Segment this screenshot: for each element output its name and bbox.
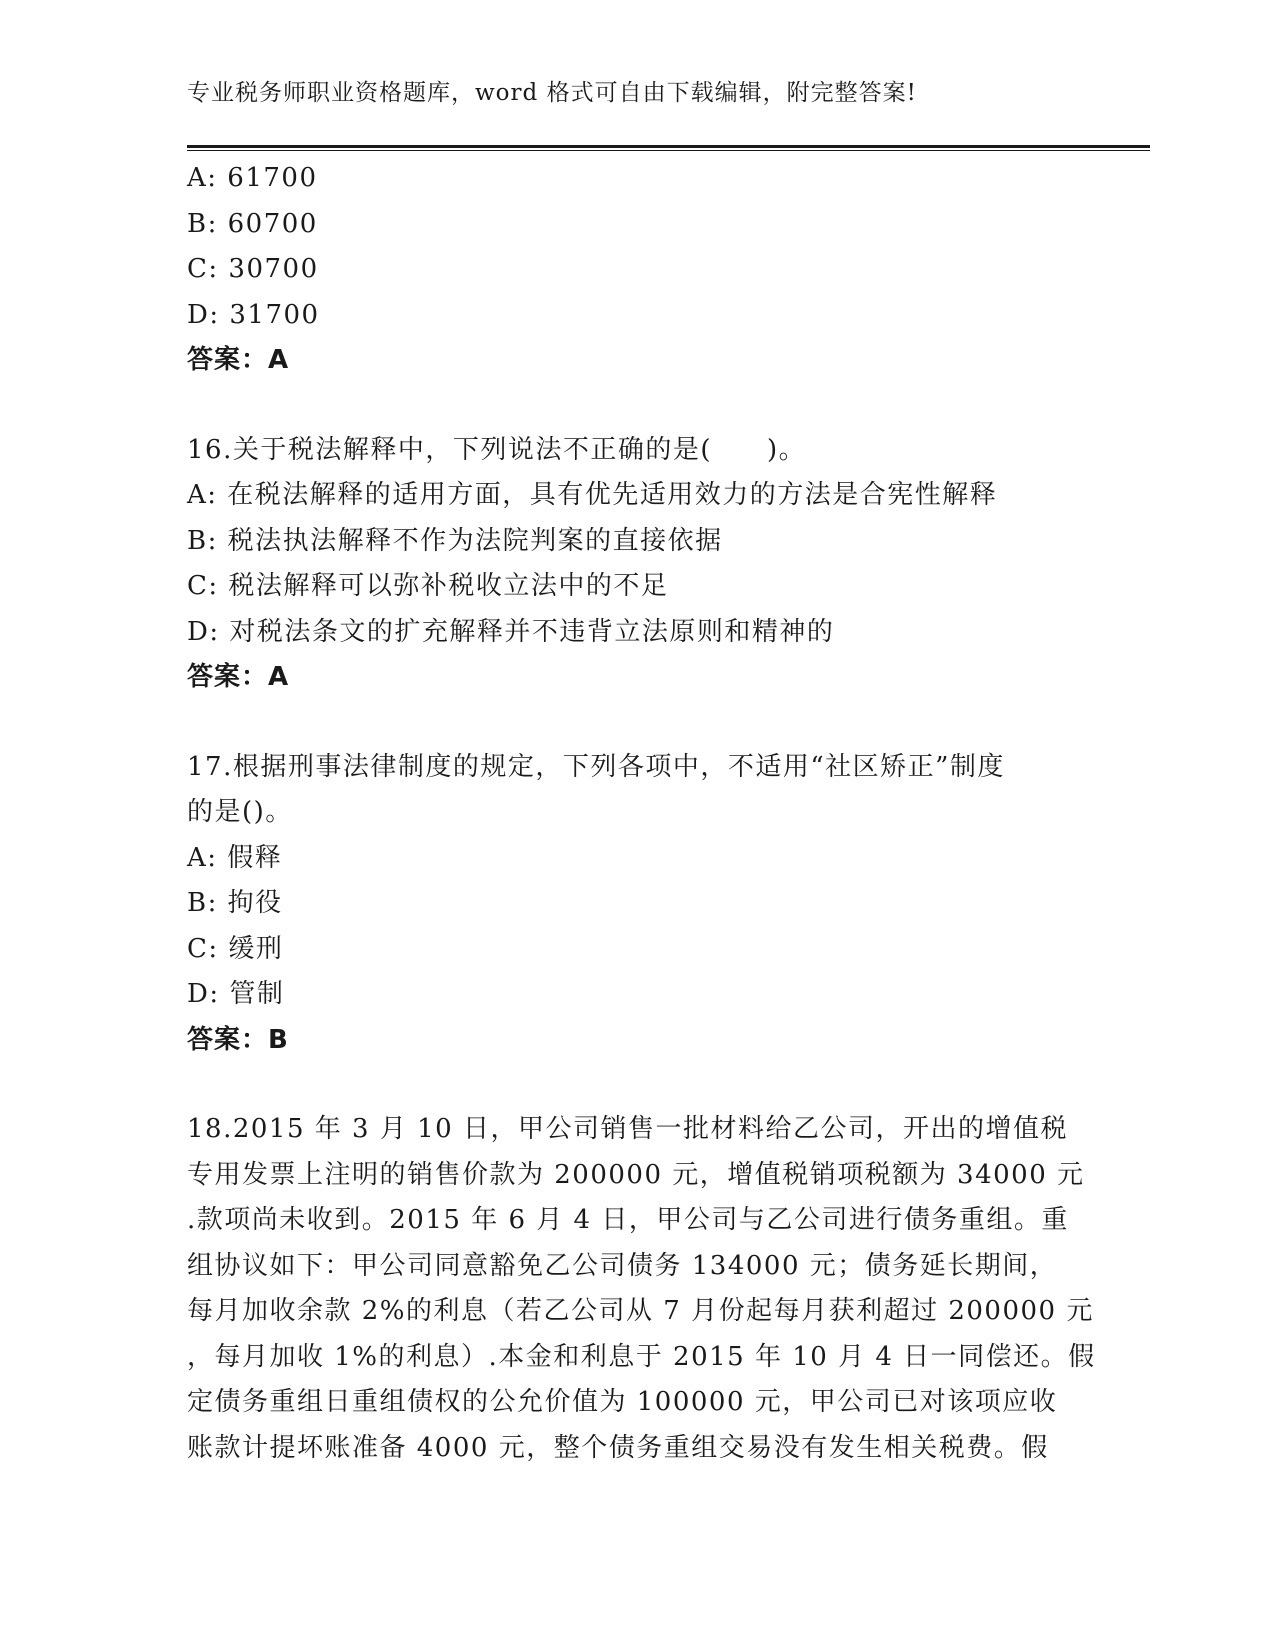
question-15 — [187, 156, 1087, 384]
question-stem-line: 18.2015 年 3 月 10 日，甲公司销售一批材料给乙公司，开出的增值税 — [187, 1114, 1068, 1144]
question-stem-line: 专用发票上注明的销售价款为 200000 元，增值税销项税额为 34000 元 — [187, 1159, 1085, 1190]
header-rule-thick — [187, 145, 1150, 148]
option-a: A: 在税法解释的适用方面，具有优先适用效力的方法是合宪性解释 — [187, 480, 998, 510]
question-17 — [187, 745, 1087, 1064]
answer: 答案：A — [187, 345, 290, 375]
option-c: C: 税法解释可以弥补税收立法中的不足 — [187, 571, 669, 601]
option-c: C: 缓刑 — [187, 933, 284, 964]
option-d: D: 管制 — [187, 979, 285, 1009]
question-stem-line: .款项尚未收到。2015 年 6 月 4 日，甲公司与乙公司进行债务重组。重 — [187, 1205, 1069, 1235]
question-stem-line: 每月加收余款 2%的利息（若乙公司从 7 月份起每月获利超过 200000 元 — [187, 1296, 1094, 1326]
option-a: A: 61700 — [187, 163, 318, 193]
option-b: B: 60700 — [187, 208, 318, 239]
question-stem: 16.关于税法解释中，下列说法不正确的是( )。 — [187, 434, 807, 465]
option-d: D: 对税法条文的扩充解释并不违背立法原则和精神的 — [187, 616, 835, 647]
question-stem-line: 账款计提坏账准备 4000 元，整个债务重组交易没有发生相关税费。假 — [187, 1432, 1049, 1463]
page-header: 专业税务师职业资格题库，word 格式可自由下载编辑，附完整答案! — [187, 80, 917, 106]
question-stem-line: 17.根据刑事法律制度的规定，下列各项中，不适用“社区矫正”制度 — [187, 751, 1005, 782]
question-stem-line: 定债务重组日重组债权的公允价值为 100000 元，甲公司已对该项应收 — [187, 1387, 1058, 1417]
question-stem-line: 的是()。 — [187, 797, 293, 827]
question-18 — [187, 1107, 1096, 1471]
option-b: B: 税法执法解释不作为法院判案的直接依据 — [187, 525, 723, 556]
header-rule-thin — [187, 150, 1150, 151]
question-16 — [187, 428, 1087, 701]
option-b: B: 拘役 — [187, 888, 283, 918]
option-a: A: 假释 — [187, 842, 283, 873]
answer: 答案：A — [187, 662, 290, 692]
question-stem-line: ，每月加收 1%的利息）.本金和利息于 2015 年 10 月 4 日一同偿还。假 — [187, 1341, 1096, 1372]
question-stem-line: 组协议如下：甲公司同意豁免乙公司债务 134000 元；债务延长期间， — [187, 1250, 1058, 1281]
answer: 答案：B — [187, 1024, 289, 1055]
option-c: C: 30700 — [187, 254, 319, 284]
question-content — [187, 156, 1096, 1471]
option-d: D: 31700 — [187, 299, 320, 330]
